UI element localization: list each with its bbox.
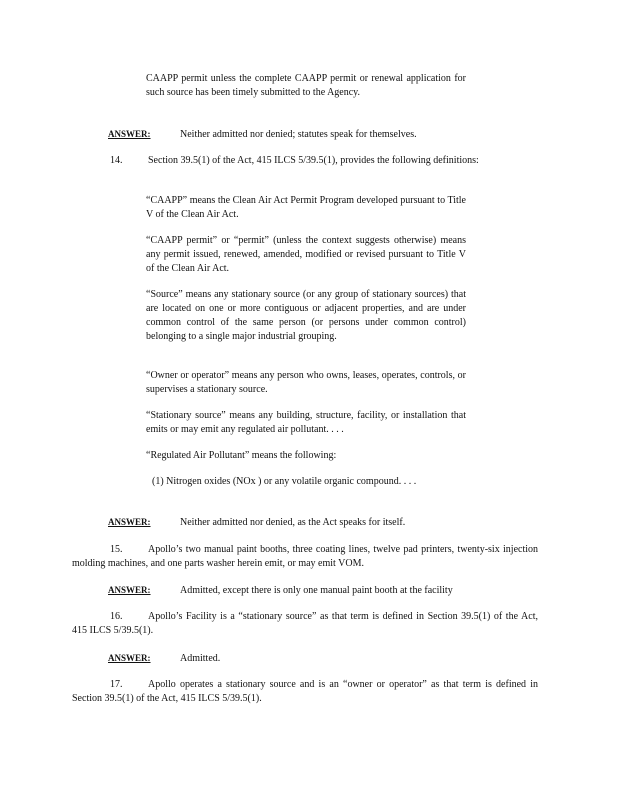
answer-13 bbox=[108, 127, 538, 142]
paragraph-15-number: 15. bbox=[110, 544, 123, 555]
answer-16 bbox=[108, 651, 538, 666]
paragraph-16-number: 16. bbox=[110, 611, 123, 622]
answer-label: ANSWER: bbox=[108, 517, 151, 527]
answer-13-text: Neither admitted nor denied; statutes speak for themselves. bbox=[180, 129, 417, 140]
answer-14 bbox=[108, 515, 538, 530]
paragraph-15-text: Apollo’s two manual paint booths, three coating lines, twelve pad printers, twenty-six injection molding machines, and one parts washer herein emit, or may emit VOM. bbox=[72, 544, 538, 569]
answer-15 bbox=[108, 583, 538, 598]
answer-label: ANSWER: bbox=[108, 653, 151, 663]
paragraph-17 bbox=[72, 678, 538, 706]
paragraph-14-number: 14. bbox=[110, 155, 123, 166]
definition-nitrogen-oxides: (1) Nitrogen oxides (NOx ) or any volatile organic compound. . . . bbox=[152, 476, 417, 487]
paragraph-17-number: 17. bbox=[110, 679, 123, 690]
paragraph-16-text: Apollo’s Facility is a “stationary source” as that term is defined in Section 39.5(1) of the Act, 415 ILCS 5/39.5(1). bbox=[72, 611, 538, 636]
answer-16-text: Admitted. bbox=[180, 653, 221, 664]
quote-caapp-permit-continuation: CAAPP permit unless the complete CAAPP permit or renewal application for such source has been timely submitted to the Agency. bbox=[146, 73, 466, 98]
definition-caapp-permit: “CAAPP permit” or “permit” (unless the context suggests otherwise) means any permit issued, renewed, amended, modified or revised pursuant to Title V of the Clean Air Act. bbox=[146, 235, 466, 274]
paragraph-17-text: Apollo operates a stationary source and is an “owner or operator” as that term is defined in Section 39.5(1) of the Act, 415 ILCS 5/39.5(1). bbox=[72, 679, 538, 704]
definition-stationary-source: “Stationary source” means any building, structure, facility, or installation that emits or may emit any regulated air pollutant. . . . bbox=[146, 410, 466, 435]
answer-label: ANSWER: bbox=[108, 585, 151, 595]
definition-caapp: “CAAPP” means the Clean Air Act Permit Program developed pursuant to Title V of the Clean Air Act. bbox=[146, 195, 466, 220]
answer-15-text: Admitted, except there is only one manual paint booth at the facility bbox=[180, 585, 453, 596]
answer-label: ANSWER: bbox=[108, 129, 151, 139]
paragraph-14 bbox=[72, 154, 538, 168]
definition-regulated-air-pollutant: “Regulated Air Pollutant” means the following: bbox=[146, 450, 337, 461]
paragraph-14-text: Section 39.5(1) of the Act, 415 ILCS 5/39.5(1), provides the following definitions: bbox=[148, 155, 479, 166]
paragraph-16 bbox=[72, 610, 538, 638]
answer-14-text: Neither admitted nor denied, as the Act speaks for itself. bbox=[180, 517, 406, 528]
paragraph-15 bbox=[72, 543, 538, 571]
definition-source: “Source” means any stationary source (or any group of stationary sources) that are located on one or more contiguous or adjacent properties, and are under common control of the same person (or persons under common control) belonging to a single major industrial grouping. bbox=[146, 289, 466, 342]
definition-owner-operator: “Owner or operator” means any person who owns, leases, operates, controls, or supervises a stationary source. bbox=[146, 370, 466, 395]
